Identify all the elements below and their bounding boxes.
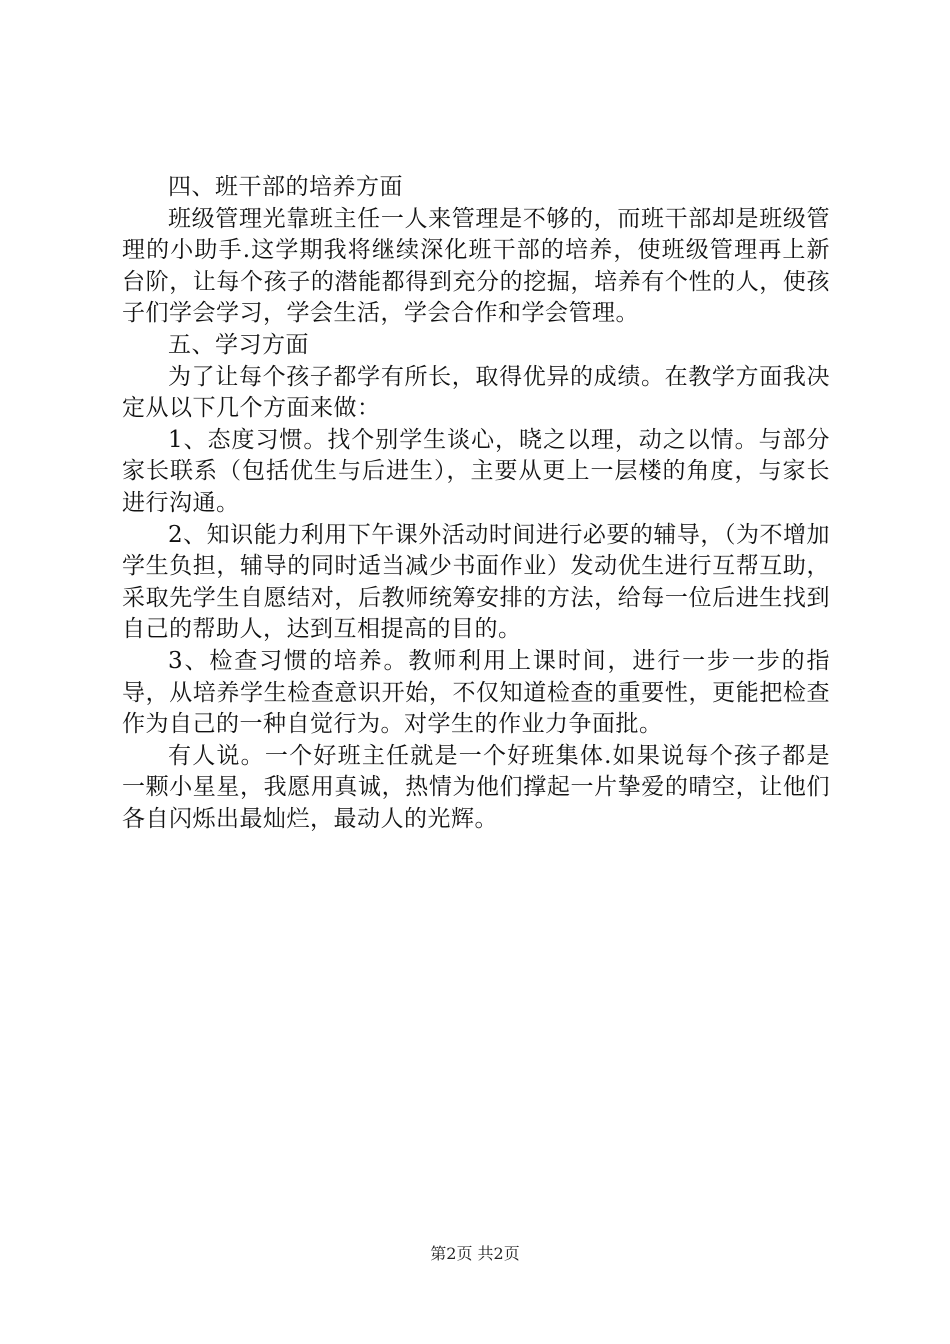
paragraph-attitude-habits: 1、态度习惯。找个别学生谈心，晓之以理，动之以情。与部分家长联系（包括优生与后进生），主要从更上一层楼的角度，与家长进行沟通。 <box>122 426 830 516</box>
section-heading-study: 五、学习方面 <box>168 331 309 358</box>
paragraph-class-cadres: 班级管理光靠班主任一人来管理是不够的，而班干部却是班级管理的小助手.这学期我将继续深化班干部的培养，使班级管理再上新台阶，让每个孩子的潜能都得到充分的挖掘，培养有个性的人，使孩子们学会学习，学会生活，学会合作和学会管理。 <box>122 205 830 327</box>
paragraph-checking-habits: 3、检查习惯的培养。教师利用上课时间，进行一步一步的指导，从培养学生检查意识开始，不仅知道检查的重要性，更能把检查作为自己的一种自觉行为。对学生的作业力争面批。 <box>122 647 830 738</box>
paragraph-conclusion: 有人说。一个好班主任就是一个好班集体.如果说每个孩子都是一颗小星星，我愿用真诚，热情为他们撑起一片挚爱的晴空，让他们各自闪烁出最灿烂，最动人的光辉。 <box>122 742 830 832</box>
paragraph-knowledge-ability: 2、知识能力利用下午课外活动时间进行必要的辅导，（为不增加学生负担，辅导的同时适当减少书面作业）发动优生进行互帮互助，采取先学生自愿结对，后教师统筹安排的方法，给每一位后进生找到自己的帮助人，达到互相提高的目的。 <box>122 521 830 643</box>
section-heading-class-cadres: 四、班干部的培养方面 <box>168 174 403 200</box>
document-body <box>122 172 830 835</box>
paragraph-study-intro: 为了让每个孩子都学有所长，取得优异的成绩。在教学方面我决定从以下几个方面来做： <box>122 363 830 422</box>
page-footer: 第2页 共2页 <box>430 1244 520 1263</box>
